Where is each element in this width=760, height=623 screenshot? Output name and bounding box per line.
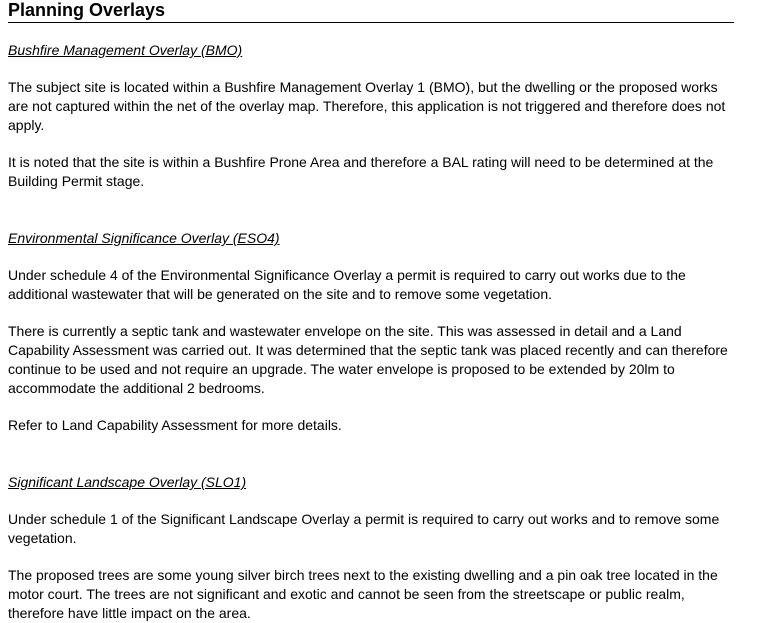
bmo-paragraph-2: It is noted that the site is within a Bushfire Prone Area and therefore a BAL rating will need to be determined at the Building Permit stage. — [8, 154, 714, 189]
document-body — [8, 41, 738, 623]
section-heading-bmo: Bushfire Management Overlay (BMO) — [8, 42, 243, 58]
page-title: Planning Overlays — [8, 0, 734, 23]
eso4-paragraph-2: There is currently a septic tank and wastewater envelope on the site. This was assessed in detail and a Land Capability Assessment was carried out. It was determined that the septic tank was placed recently and can therefore continue to be used and not require an upgrade. The water envelope is proposed to be extended by 20lm to accommodate the additional 2 bedrooms. — [8, 323, 728, 396]
section-slo1 — [8, 473, 738, 623]
section-heading-eso4: Environmental Significance Overlay (ESO4) — [8, 230, 280, 246]
slo1-paragraph-2: The proposed trees are some young silver birch trees next to the existing dwelling and a pin oak tree located in the motor court. The trees are not significant and exotic and cannot be seen from the streetscape or public realm, therefore have little impact on the area. — [8, 567, 718, 621]
eso4-paragraph-1: Under schedule 4 of the Environmental Significance Overlay a permit is required to carry out works due to the additional wastewater that will be generated on the site and to remove some vegetation. — [8, 267, 686, 302]
section-eso4 — [8, 229, 738, 435]
bmo-paragraph-1: The subject site is located within a Bushfire Management Overlay 1 (BMO), but the dwelling or the proposed works are not captured within the net of the overlay map. Therefore, this application is not triggered and therefore does not apply. — [8, 79, 726, 133]
section-heading-slo1: Significant Landscape Overlay (SLO1) — [8, 474, 247, 490]
slo1-paragraph-1: Under schedule 1 of the Significant Landscape Overlay a permit is required to carry out works and to remove some vegetation. — [8, 511, 720, 546]
eso4-paragraph-3: Refer to Land Capability Assessment for more details. — [8, 417, 342, 433]
section-bmo — [8, 41, 738, 191]
